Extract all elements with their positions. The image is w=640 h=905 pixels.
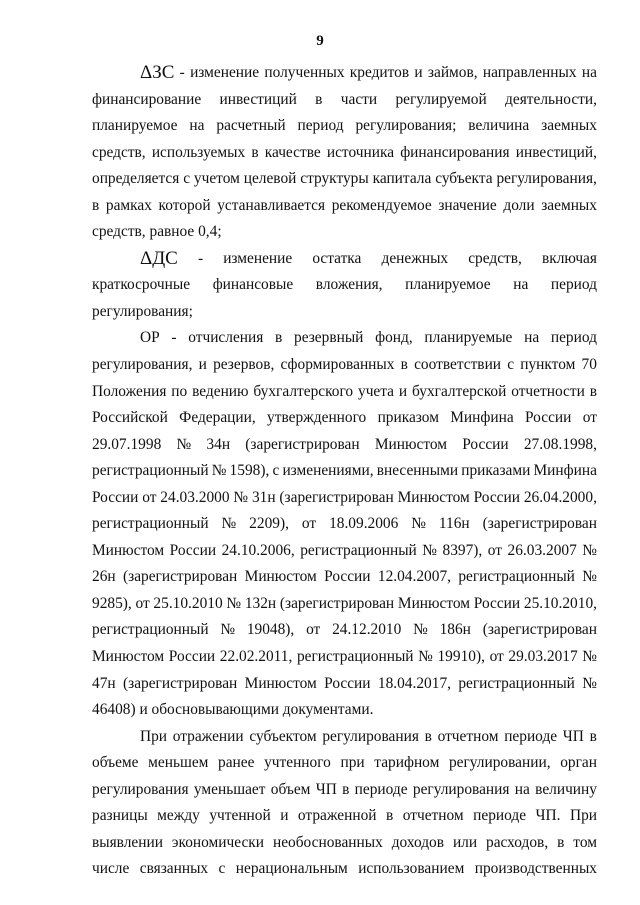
word: производственных — [474, 860, 597, 878]
text-line — [92, 60, 597, 87]
word: и — [198, 356, 207, 374]
word: Минюстом — [397, 488, 470, 506]
word: том — [573, 833, 597, 851]
word: ΔДС — [140, 247, 178, 269]
word: рамках — [105, 196, 152, 214]
word: 19910), — [437, 648, 485, 666]
word: вложения, — [315, 276, 383, 294]
word: России — [525, 409, 572, 427]
word: При — [140, 727, 168, 745]
word: от — [489, 648, 504, 666]
word: при — [340, 754, 365, 772]
word: внесенными — [376, 462, 459, 480]
word: периоде — [473, 807, 527, 825]
word: 26.03.2007 — [507, 541, 577, 559]
word: 46408) и обосновывающими документами. — [92, 701, 374, 719]
word: от — [487, 541, 502, 559]
word: № — [411, 515, 426, 533]
word: 29.07.1998 — [92, 435, 162, 453]
word: регулировании, — [448, 754, 551, 772]
text-line — [92, 671, 597, 698]
word: выявлении — [92, 833, 163, 851]
word: резервов, — [213, 356, 275, 374]
word: необоснованных — [272, 833, 383, 851]
word: планируемое — [405, 276, 491, 294]
word: в — [557, 833, 565, 851]
word: на — [581, 64, 597, 81]
word: в — [589, 382, 597, 400]
word: Минюстом — [374, 435, 447, 453]
word: - — [179, 64, 185, 81]
word: 2209), — [249, 515, 289, 533]
text-line — [92, 246, 597, 273]
word: финансовые — [212, 276, 294, 294]
word: регистрационный — [458, 568, 575, 586]
word: регистрационный — [300, 541, 417, 559]
word: соответствии — [414, 356, 502, 374]
word: изменение — [190, 64, 260, 81]
word: России — [324, 674, 371, 692]
word: объеме — [92, 754, 139, 772]
word: 31н — [251, 488, 276, 506]
word: с — [272, 462, 280, 480]
word: средств, — [92, 143, 146, 161]
word: орган — [560, 754, 597, 772]
word: 22.02.2011, — [219, 648, 293, 666]
text-line — [92, 591, 597, 618]
word: величину — [535, 780, 597, 798]
word: инвестиций — [219, 90, 297, 108]
word: № — [176, 435, 192, 453]
word: значение — [438, 196, 497, 214]
word: определяется — [92, 170, 180, 188]
word: пунктом — [520, 356, 576, 374]
word: № — [582, 568, 597, 586]
word: Минфина — [533, 462, 597, 480]
text-line — [92, 777, 597, 804]
word: объем — [270, 780, 311, 798]
text-line — [92, 193, 597, 220]
word: Минюстом — [92, 541, 165, 559]
word: устанавливается — [217, 196, 326, 214]
text-line — [92, 87, 597, 114]
word: 1598), — [229, 462, 270, 480]
word: регистрационный — [92, 621, 209, 639]
text-line — [92, 538, 597, 565]
word: на — [514, 780, 530, 798]
word: 8397), — [442, 541, 483, 559]
word: России — [462, 435, 509, 453]
word: расходов, — [486, 833, 549, 851]
word: 27.08.1998, — [523, 435, 597, 453]
word: Минфина — [450, 409, 514, 427]
word: 47н — [92, 674, 116, 692]
word: в — [342, 780, 350, 798]
word: и — [414, 64, 423, 81]
text-line — [92, 299, 597, 326]
word: 24.03.2000 — [160, 488, 230, 506]
word: в — [92, 196, 100, 214]
word: 29.03.2017 — [508, 648, 578, 666]
word: ΔЗС — [140, 62, 175, 83]
word: доли — [503, 196, 535, 214]
word: ЧП — [562, 727, 584, 745]
word: регистрационный — [92, 515, 209, 533]
word: используемых — [151, 143, 246, 161]
word: № — [211, 462, 227, 480]
word: регулирования — [412, 780, 510, 798]
word: тарифном — [374, 754, 440, 772]
word: отчетности — [511, 382, 585, 400]
word: 19048), — [246, 621, 295, 639]
word: источника — [326, 143, 395, 161]
word: России — [473, 488, 520, 506]
word: направленных — [482, 64, 577, 81]
word: 34н — [206, 435, 231, 453]
word: отчетном — [402, 807, 464, 825]
word: 24.12.2010 — [332, 621, 402, 639]
word: 18.04.2017, — [377, 674, 451, 692]
text-line — [92, 485, 597, 512]
word: или — [452, 833, 478, 851]
word: Федерации, — [179, 409, 256, 427]
word: с — [507, 356, 515, 374]
word: в — [275, 329, 283, 347]
word: 116н — [438, 515, 470, 533]
word: величина — [468, 117, 530, 135]
word: учета — [358, 382, 395, 400]
word: заемных — [541, 117, 597, 135]
word: Положения — [92, 382, 167, 400]
text-line — [92, 405, 597, 432]
word: 132н — [244, 594, 277, 612]
word: (зарегистрирован — [482, 515, 597, 533]
word: заемных — [541, 196, 597, 214]
word: уменьшает — [193, 780, 266, 798]
word: расчетный — [216, 117, 286, 135]
word: № — [226, 594, 242, 612]
word: Минюстом — [397, 594, 471, 612]
word: планируемое — [92, 117, 178, 135]
word: № — [582, 674, 597, 692]
word: России — [324, 568, 371, 586]
word: денежных — [381, 249, 449, 267]
text-line — [92, 458, 597, 485]
word: и — [280, 807, 289, 825]
word: регулируемой — [395, 90, 487, 108]
word: капитала — [372, 170, 432, 188]
word: № — [582, 648, 597, 666]
word: 26.04.2000, — [523, 488, 597, 506]
word: субъекта — [435, 170, 493, 188]
text-line — [92, 379, 597, 406]
word: в — [424, 727, 432, 745]
word: приказами — [461, 462, 531, 480]
word: учетом — [193, 170, 240, 188]
word: качестве — [264, 143, 321, 161]
word: структуры — [300, 170, 369, 188]
word: на — [189, 117, 205, 135]
word: регистрационный — [458, 674, 575, 692]
word: (зарегистрирован — [122, 568, 238, 586]
word: меньшем — [148, 754, 209, 772]
word: в — [386, 807, 394, 825]
word: (зарегистрирован — [245, 435, 360, 453]
word: ЧП. — [535, 807, 561, 825]
text-line — [92, 511, 597, 538]
word: (зарегистрирован — [279, 488, 394, 506]
text-line — [92, 617, 597, 644]
word: фонд, — [375, 329, 413, 347]
word: финансирования — [400, 143, 510, 161]
word: № — [233, 488, 249, 506]
word: по — [171, 382, 188, 400]
word: регулирования, — [496, 170, 597, 188]
word: России — [169, 541, 217, 559]
word: краткосрочные — [92, 276, 191, 294]
text-line — [92, 113, 597, 140]
word: Минюстом — [92, 648, 165, 666]
word: в — [400, 356, 408, 374]
word: отражении — [172, 727, 244, 745]
word: отчисления — [188, 329, 264, 347]
word: планируемые — [424, 329, 513, 347]
word: ведению — [192, 382, 249, 400]
text-line — [92, 644, 597, 671]
word: и — [398, 382, 408, 400]
word: периоде — [504, 727, 558, 745]
word: с — [218, 860, 226, 878]
word: отчетном — [437, 727, 499, 745]
text-line — [92, 432, 597, 459]
word: использованием — [358, 860, 465, 878]
word: полученных — [264, 64, 345, 81]
word: в — [251, 143, 259, 161]
word: 12.04.2007, — [377, 568, 451, 586]
text-line — [92, 564, 597, 591]
word: которой — [158, 196, 211, 214]
text-line — [92, 325, 597, 352]
word: 25.10.2010 — [153, 594, 223, 612]
word: утвержденного — [267, 409, 367, 427]
word: ранее — [218, 754, 255, 772]
word: России — [168, 648, 216, 666]
word: приказом — [377, 409, 439, 427]
text-line — [92, 352, 597, 379]
word: ЧП — [315, 780, 337, 798]
word: сформированных — [280, 356, 395, 374]
word: № — [422, 541, 437, 559]
text-line — [92, 803, 597, 830]
word: связанных — [139, 860, 209, 878]
word: нерациональным — [235, 860, 348, 878]
word: регистрационный — [92, 462, 209, 480]
word: России — [473, 594, 521, 612]
word: доходов — [391, 833, 445, 851]
word: изменениями, — [282, 462, 374, 480]
word: (зарегистрирован — [279, 594, 395, 612]
body-text — [92, 60, 597, 883]
word: рекомендуемое — [331, 196, 432, 214]
word: (зарегистрирован — [482, 621, 597, 639]
word: регулирования, — [92, 356, 193, 374]
word: бухгалтерского — [253, 382, 354, 400]
word: период — [550, 276, 597, 294]
word: резервный — [294, 329, 364, 347]
word: Минюстом — [244, 674, 317, 692]
word: включая — [541, 249, 597, 267]
word: - — [197, 249, 204, 267]
word: регулирования; — [355, 117, 457, 135]
word: Российской — [92, 409, 168, 427]
text-line — [92, 724, 597, 751]
word: инвестиций, — [515, 143, 597, 161]
word: субъектом — [249, 727, 317, 745]
word: займов, — [427, 64, 478, 81]
word: регулирования — [322, 727, 419, 745]
word: 70 — [581, 356, 597, 374]
word: учтенной — [209, 807, 271, 825]
word: между — [157, 807, 200, 825]
word: При — [569, 807, 597, 825]
word: учтенного — [264, 754, 331, 772]
word: целевой — [243, 170, 297, 188]
word: период — [550, 329, 597, 347]
word: средств, — [468, 249, 522, 267]
word: числе — [92, 860, 130, 878]
word: регистрационный — [296, 648, 414, 666]
text-line — [92, 140, 597, 167]
word: Минюстом — [244, 568, 317, 586]
text-line — [92, 219, 597, 246]
word: регулирования — [92, 780, 189, 798]
word: ОР — [140, 329, 160, 347]
word: в — [589, 727, 597, 745]
page-number: 9 — [316, 33, 324, 49]
word: № — [221, 515, 237, 533]
text-line — [92, 750, 597, 777]
word: № — [418, 648, 433, 666]
word: от — [142, 488, 157, 506]
word: разницы — [92, 807, 148, 825]
word: регулирования; — [92, 302, 193, 320]
word: от — [301, 515, 317, 533]
word: кредитов — [349, 64, 410, 81]
word: бухгалтерской — [412, 382, 507, 400]
word: период — [297, 117, 344, 135]
word: России — [92, 488, 139, 506]
word: средств, равное 0,4; — [92, 223, 222, 241]
word: (зарегистрирован — [122, 674, 238, 692]
word: части — [340, 90, 378, 108]
word: 9285), — [92, 594, 132, 612]
word: с — [183, 170, 191, 188]
text-line — [92, 856, 597, 883]
word: от — [135, 594, 150, 612]
text-line — [92, 830, 597, 857]
word: периоде — [354, 780, 408, 798]
word: остатка — [312, 249, 362, 267]
word: экономически — [171, 833, 265, 851]
word: 24.10.2006, — [221, 541, 295, 559]
word: от — [306, 621, 321, 639]
word: № — [413, 621, 428, 639]
word: финансирование — [92, 90, 202, 108]
word: № — [220, 621, 236, 639]
word: в — [315, 90, 323, 108]
text-line — [92, 697, 597, 724]
word: 26н — [92, 568, 116, 586]
word: от — [582, 409, 597, 427]
text-line — [92, 166, 597, 193]
word: на — [524, 329, 540, 347]
word: 18.09.2006 — [329, 515, 399, 533]
word: 25.10.2010, — [523, 594, 597, 612]
word: 186н — [439, 621, 471, 639]
word: отраженной — [297, 807, 377, 825]
word: № — [582, 541, 597, 559]
word: деятельности, — [505, 90, 597, 108]
text-line — [92, 272, 597, 299]
word: изменение — [223, 249, 293, 267]
word: на — [513, 276, 529, 294]
word: - — [171, 329, 177, 347]
